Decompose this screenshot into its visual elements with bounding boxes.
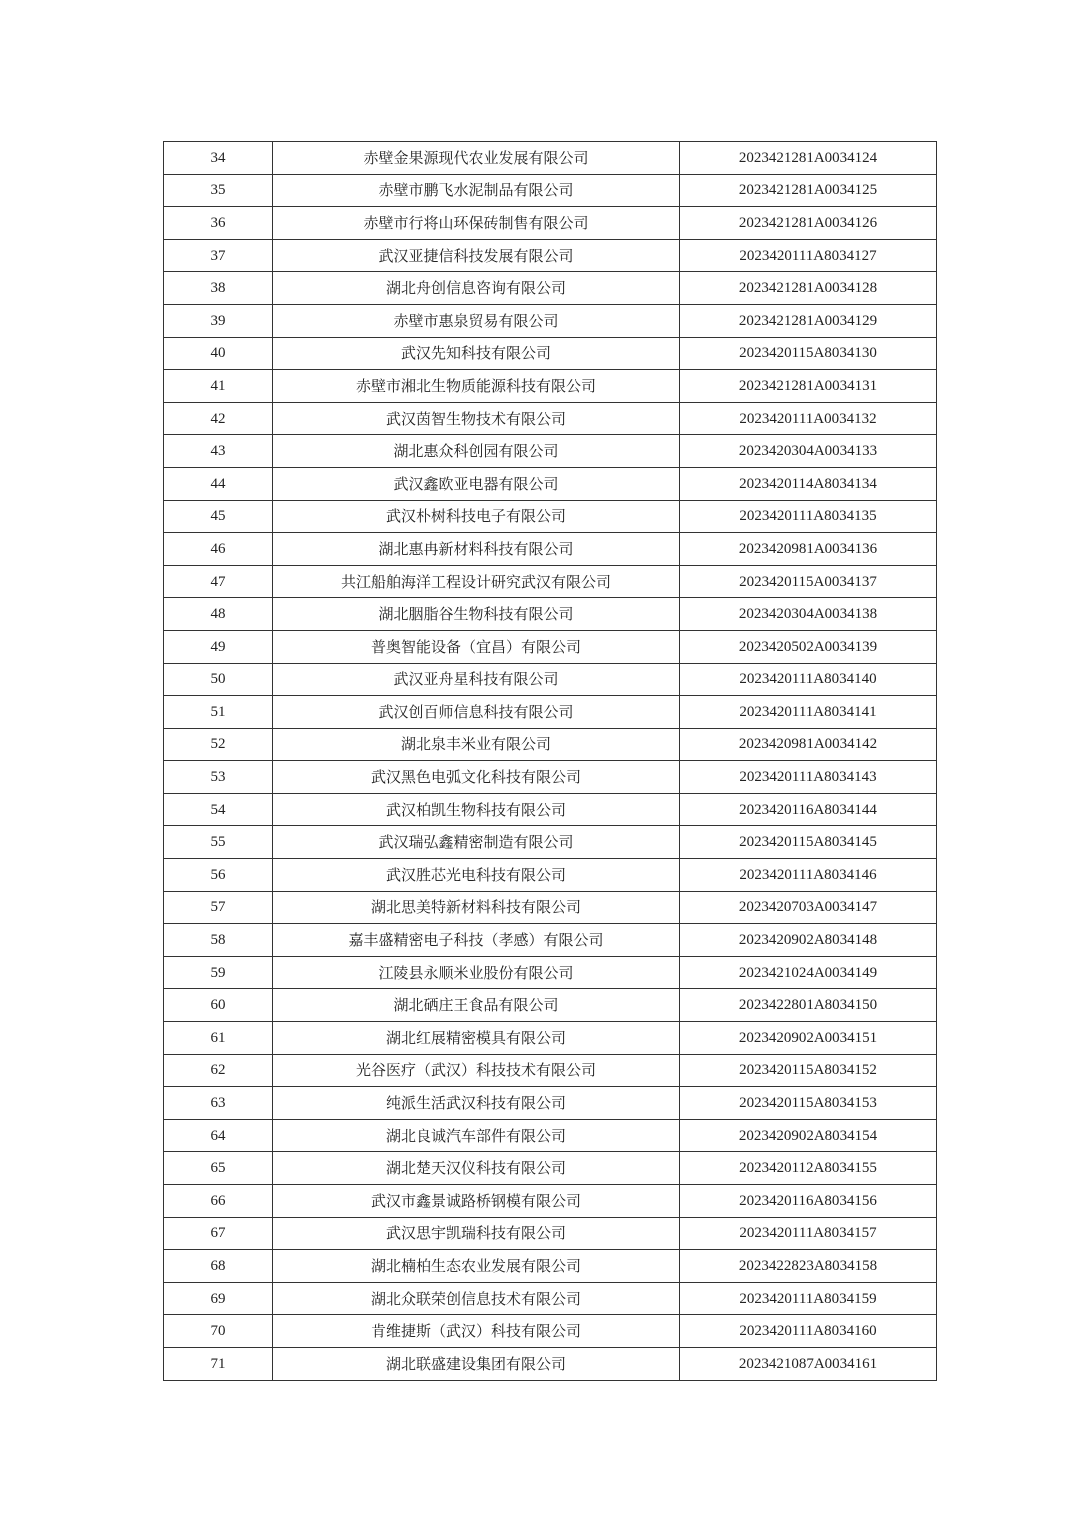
row-number-cell: 66 xyxy=(164,1185,273,1218)
table-row xyxy=(164,663,937,696)
row-number-cell: 35 xyxy=(164,174,273,207)
company-name-cell: 武汉市鑫景诚路桥钢模有限公司 xyxy=(273,1185,680,1218)
company-name-cell: 纯派生活武汉科技有限公司 xyxy=(273,1087,680,1120)
table-row xyxy=(164,924,937,957)
company-name-cell: 湖北良诚汽车部件有限公司 xyxy=(273,1119,680,1152)
table-row xyxy=(164,1217,937,1250)
company-name-cell: 湖北楠柏生态农业发展有限公司 xyxy=(273,1250,680,1283)
row-number-cell: 57 xyxy=(164,891,273,924)
table-row xyxy=(164,142,937,175)
table-row xyxy=(164,337,937,370)
company-name-cell: 共江船舶海洋工程设计研究武汉有限公司 xyxy=(273,565,680,598)
table-row xyxy=(164,370,937,403)
registration-code-cell: 2023420115A8034153 xyxy=(680,1087,937,1120)
table-body xyxy=(164,142,937,1381)
table-row xyxy=(164,304,937,337)
company-name-cell: 赤壁市湘北生物质能源科技有限公司 xyxy=(273,370,680,403)
table-row xyxy=(164,402,937,435)
row-number-cell: 38 xyxy=(164,272,273,305)
registration-code-cell: 2023420111A8034160 xyxy=(680,1315,937,1348)
registration-code-cell: 2023420502A0034139 xyxy=(680,630,937,663)
table-row xyxy=(164,467,937,500)
registration-code-cell: 2023420111A0034132 xyxy=(680,402,937,435)
company-name-cell: 武汉朴树科技电子有限公司 xyxy=(273,500,680,533)
registration-code-cell: 2023420111A8034146 xyxy=(680,859,937,892)
company-list-table xyxy=(163,141,937,1381)
registration-code-cell: 2023422823A8034158 xyxy=(680,1250,937,1283)
row-number-cell: 63 xyxy=(164,1087,273,1120)
table-row xyxy=(164,1347,937,1380)
registration-code-cell: 2023421281A0034124 xyxy=(680,142,937,175)
registration-code-cell: 2023420981A0034136 xyxy=(680,533,937,566)
row-number-cell: 46 xyxy=(164,533,273,566)
row-number-cell: 49 xyxy=(164,630,273,663)
row-number-cell: 61 xyxy=(164,1022,273,1055)
row-number-cell: 45 xyxy=(164,500,273,533)
company-name-cell: 武汉先知科技有限公司 xyxy=(273,337,680,370)
table-row xyxy=(164,728,937,761)
registration-code-cell: 2023420116A8034156 xyxy=(680,1185,937,1218)
row-number-cell: 60 xyxy=(164,989,273,1022)
row-number-cell: 51 xyxy=(164,696,273,729)
company-name-cell: 武汉亚舟星科技有限公司 xyxy=(273,663,680,696)
company-name-cell: 江陵县永顺米业股份有限公司 xyxy=(273,956,680,989)
company-name-cell: 普奥智能设备（宜昌）有限公司 xyxy=(273,630,680,663)
registration-code-cell: 2023420902A8034154 xyxy=(680,1119,937,1152)
company-name-cell: 湖北舟创信息咨询有限公司 xyxy=(273,272,680,305)
registration-code-cell: 2023420115A8034130 xyxy=(680,337,937,370)
registration-code-cell: 2023420111A8034143 xyxy=(680,761,937,794)
table-row xyxy=(164,272,937,305)
row-number-cell: 67 xyxy=(164,1217,273,1250)
company-name-cell: 武汉柏凯生物科技有限公司 xyxy=(273,793,680,826)
registration-code-cell: 2023421281A0034131 xyxy=(680,370,937,403)
table-row xyxy=(164,174,937,207)
registration-code-cell: 2023420112A8034155 xyxy=(680,1152,937,1185)
table-row xyxy=(164,598,937,631)
registration-code-cell: 2023420111A8034135 xyxy=(680,500,937,533)
table-row xyxy=(164,989,937,1022)
table-row xyxy=(164,239,937,272)
table-row xyxy=(164,1315,937,1348)
company-name-cell: 湖北惠冉新材料科技有限公司 xyxy=(273,533,680,566)
row-number-cell: 59 xyxy=(164,956,273,989)
company-name-cell: 湖北泉丰米业有限公司 xyxy=(273,728,680,761)
table-row xyxy=(164,826,937,859)
registration-code-cell: 2023420116A8034144 xyxy=(680,793,937,826)
company-name-cell: 武汉茵智生物技术有限公司 xyxy=(273,402,680,435)
table-row xyxy=(164,1185,937,1218)
row-number-cell: 71 xyxy=(164,1347,273,1380)
row-number-cell: 53 xyxy=(164,761,273,794)
row-number-cell: 37 xyxy=(164,239,273,272)
row-number-cell: 48 xyxy=(164,598,273,631)
row-number-cell: 34 xyxy=(164,142,273,175)
table-row xyxy=(164,533,937,566)
company-name-cell: 武汉胜芯光电科技有限公司 xyxy=(273,859,680,892)
company-name-cell: 赤壁金果源现代农业发展有限公司 xyxy=(273,142,680,175)
row-number-cell: 41 xyxy=(164,370,273,403)
table-row xyxy=(164,1087,937,1120)
registration-code-cell: 2023421087A0034161 xyxy=(680,1347,937,1380)
table-row xyxy=(164,1119,937,1152)
row-number-cell: 44 xyxy=(164,467,273,500)
registration-code-cell: 2023420115A8034152 xyxy=(680,1054,937,1087)
company-name-cell: 武汉思宇凯瑞科技有限公司 xyxy=(273,1217,680,1250)
table-row xyxy=(164,1054,937,1087)
row-number-cell: 56 xyxy=(164,859,273,892)
row-number-cell: 40 xyxy=(164,337,273,370)
company-name-cell: 武汉鑫欧亚电器有限公司 xyxy=(273,467,680,500)
company-name-cell: 湖北联盛建设集团有限公司 xyxy=(273,1347,680,1380)
table-row xyxy=(164,696,937,729)
registration-code-cell: 2023420115A0034137 xyxy=(680,565,937,598)
company-name-cell: 赤壁市鹏飞水泥制品有限公司 xyxy=(273,174,680,207)
company-name-cell: 武汉黑色电弧文化科技有限公司 xyxy=(273,761,680,794)
row-number-cell: 55 xyxy=(164,826,273,859)
registration-code-cell: 2023420304A0034138 xyxy=(680,598,937,631)
company-name-cell: 湖北众联荣创信息技术有限公司 xyxy=(273,1282,680,1315)
registration-code-cell: 2023420902A0034151 xyxy=(680,1022,937,1055)
registration-code-cell: 2023422801A8034150 xyxy=(680,989,937,1022)
registration-code-cell: 2023421281A0034129 xyxy=(680,304,937,337)
table-row xyxy=(164,761,937,794)
table-row xyxy=(164,956,937,989)
company-name-cell: 湖北胭脂谷生物科技有限公司 xyxy=(273,598,680,631)
company-name-cell: 湖北思美特新材料科技有限公司 xyxy=(273,891,680,924)
company-name-cell: 武汉创百师信息科技有限公司 xyxy=(273,696,680,729)
company-name-cell: 湖北惠众科创园有限公司 xyxy=(273,435,680,468)
row-number-cell: 68 xyxy=(164,1250,273,1283)
registration-code-cell: 2023420111A8034141 xyxy=(680,696,937,729)
row-number-cell: 42 xyxy=(164,402,273,435)
company-name-cell: 嘉丰盛精密电子科技（孝感）有限公司 xyxy=(273,924,680,957)
registration-code-cell: 2023420981A0034142 xyxy=(680,728,937,761)
table-row xyxy=(164,1022,937,1055)
row-number-cell: 50 xyxy=(164,663,273,696)
company-name-cell: 湖北红展精密模具有限公司 xyxy=(273,1022,680,1055)
table-row xyxy=(164,630,937,663)
row-number-cell: 54 xyxy=(164,793,273,826)
table-row xyxy=(164,891,937,924)
registration-code-cell: 2023421281A0034126 xyxy=(680,207,937,240)
row-number-cell: 58 xyxy=(164,924,273,957)
registration-code-cell: 2023420111A8034157 xyxy=(680,1217,937,1250)
table-row xyxy=(164,793,937,826)
table-row xyxy=(164,207,937,240)
registration-code-cell: 2023420304A0034133 xyxy=(680,435,937,468)
row-number-cell: 47 xyxy=(164,565,273,598)
company-name-cell: 赤壁市惠泉贸易有限公司 xyxy=(273,304,680,337)
registration-code-cell: 2023420111A8034140 xyxy=(680,663,937,696)
row-number-cell: 69 xyxy=(164,1282,273,1315)
row-number-cell: 64 xyxy=(164,1119,273,1152)
registration-code-cell: 2023420114A8034134 xyxy=(680,467,937,500)
row-number-cell: 65 xyxy=(164,1152,273,1185)
registration-code-cell: 2023420115A8034145 xyxy=(680,826,937,859)
registration-code-cell: 2023420703A0034147 xyxy=(680,891,937,924)
company-name-cell: 肯维捷斯（武汉）科技有限公司 xyxy=(273,1315,680,1348)
row-number-cell: 36 xyxy=(164,207,273,240)
table-row xyxy=(164,1152,937,1185)
registration-code-cell: 2023421281A0034128 xyxy=(680,272,937,305)
company-name-cell: 光谷医疗（武汉）科技技术有限公司 xyxy=(273,1054,680,1087)
table-row xyxy=(164,435,937,468)
row-number-cell: 62 xyxy=(164,1054,273,1087)
registration-code-cell: 2023420111A8034159 xyxy=(680,1282,937,1315)
table-row xyxy=(164,1282,937,1315)
registration-code-cell: 2023420111A8034127 xyxy=(680,239,937,272)
company-name-cell: 赤壁市行将山环保砖制售有限公司 xyxy=(273,207,680,240)
row-number-cell: 52 xyxy=(164,728,273,761)
company-name-cell: 湖北楚天汉仪科技有限公司 xyxy=(273,1152,680,1185)
row-number-cell: 70 xyxy=(164,1315,273,1348)
table-row xyxy=(164,500,937,533)
row-number-cell: 43 xyxy=(164,435,273,468)
registration-code-cell: 2023421024A0034149 xyxy=(680,956,937,989)
table-row xyxy=(164,565,937,598)
registration-code-cell: 2023420902A8034148 xyxy=(680,924,937,957)
table-row xyxy=(164,859,937,892)
company-name-cell: 湖北硒庄王食品有限公司 xyxy=(273,989,680,1022)
registration-code-cell: 2023421281A0034125 xyxy=(680,174,937,207)
company-name-cell: 武汉亚捷信科技发展有限公司 xyxy=(273,239,680,272)
table-row xyxy=(164,1250,937,1283)
company-name-cell: 武汉瑞弘鑫精密制造有限公司 xyxy=(273,826,680,859)
row-number-cell: 39 xyxy=(164,304,273,337)
